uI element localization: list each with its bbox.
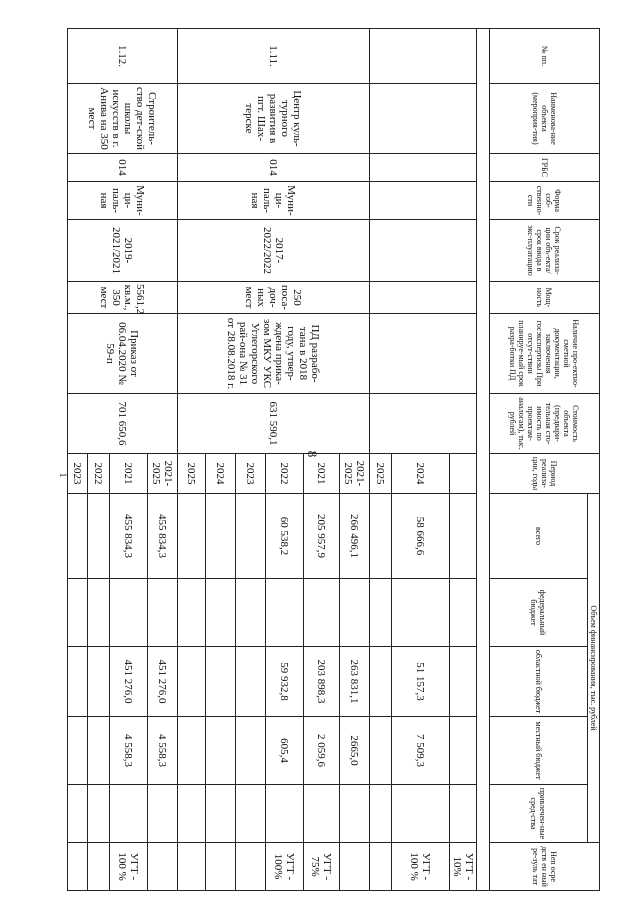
- total-cell: 455 834,3: [148, 494, 178, 579]
- project-docs: Приказ от 06.04.2020 № 59-п: [68, 314, 178, 394]
- responsible-cell: УГТ - 75%: [304, 843, 340, 891]
- responsible-cell: [148, 843, 178, 891]
- federal-cell: [148, 579, 178, 647]
- period-cell: 2023: [236, 454, 266, 494]
- object-name: Строитель-ство дет-ской школы искусств в г. Анива на 350 мест: [68, 84, 178, 154]
- prev-cell: [370, 84, 477, 154]
- prev-cell: [370, 29, 477, 84]
- table-row: [340, 29, 370, 891]
- total-cell: [206, 494, 236, 579]
- margin-mark: 1: [58, 472, 68, 478]
- attracted-cell: [370, 785, 392, 843]
- regional-cell: [178, 647, 206, 717]
- regional-cell: [88, 647, 110, 717]
- regional-cell: 51 157,3: [392, 647, 450, 717]
- regional-cell: 263 831,1: [340, 647, 370, 717]
- total-cell: [450, 494, 477, 579]
- spacer-row: [477, 29, 490, 891]
- local-cell: 4 558,3: [110, 717, 148, 785]
- header-period: Период реализа-ции, годы: [490, 454, 600, 494]
- regional-cell: [236, 647, 266, 717]
- total-cell: [68, 494, 88, 579]
- federal-cell: [88, 579, 110, 647]
- period-cell: 2022: [266, 454, 304, 494]
- period-cell: 2022: [88, 454, 110, 494]
- header-attracted: привлечен-ные сред-ства: [490, 785, 588, 843]
- period-cell: 2024: [206, 454, 236, 494]
- term: 2019-2021/2021: [68, 220, 178, 282]
- regional-cell: 203 898,3: [304, 647, 340, 717]
- regional-cell: [370, 647, 392, 717]
- regional-cell: [68, 647, 88, 717]
- responsible-cell: [236, 843, 266, 891]
- period-cell: 2024: [392, 454, 450, 494]
- total-cell: [88, 494, 110, 579]
- table-row: [450, 29, 477, 891]
- page-number: 8: [305, 450, 320, 458]
- header-grbs: ГРБС: [490, 154, 600, 182]
- capacity: 250 поса-доч-ных мест: [178, 282, 370, 314]
- prev-cell: [370, 282, 477, 314]
- regional-cell: 451 276,0: [110, 647, 148, 717]
- landscape-table-container: [71, 28, 600, 890]
- header-term: Срок реализа-ции объ-екта/срок ввода в экс-плуатацию: [490, 220, 600, 282]
- header-name: Наименова-ние объекта (мероприя-тия): [490, 84, 600, 154]
- federal-cell: [68, 579, 88, 647]
- header-regional: областной бюджет: [490, 647, 588, 717]
- row-number: 1.11.: [178, 29, 370, 84]
- total-cell: 455 834,3: [110, 494, 148, 579]
- header-federal: федеральный бюджет: [490, 579, 588, 647]
- prev-cell: [370, 314, 477, 394]
- regional-cell: [206, 647, 236, 717]
- federal-cell: [266, 579, 304, 647]
- attracted-cell: [178, 785, 206, 843]
- term: 2017-2022/2022: [178, 220, 370, 282]
- federal-cell: [370, 579, 392, 647]
- local-cell: [236, 717, 266, 785]
- attracted-cell: [110, 785, 148, 843]
- attracted-cell: [392, 785, 450, 843]
- federal-cell: [206, 579, 236, 647]
- prev-cell: [370, 394, 477, 454]
- period-cell: 2025: [178, 454, 206, 494]
- local-cell: [68, 717, 88, 785]
- regional-cell: 59 932,8: [266, 647, 304, 717]
- header-financing: Объем финансирования, тыс. рублей: [588, 494, 600, 843]
- responsible-cell: УГТ - 100 %: [392, 843, 450, 891]
- responsible-cell: [370, 843, 392, 891]
- federal-cell: [450, 579, 477, 647]
- total-cell: 266 496,1: [340, 494, 370, 579]
- total-cell: [370, 494, 392, 579]
- header-total: всего: [490, 494, 588, 579]
- row-number: 1.12.: [68, 29, 178, 84]
- local-cell: [88, 717, 110, 785]
- project-docs: ПД разрабо-тана в 2018 году, утвер-ждена прика-зом МКУ УКС Углегорского рай-она № 31 от 28.08.2018 г.: [178, 314, 370, 394]
- ownership-form: Муни-ци-паль-ная: [178, 182, 370, 220]
- total-cell: [178, 494, 206, 579]
- total-cell: 205 957,9: [304, 494, 340, 579]
- local-cell: 605,4: [266, 717, 304, 785]
- total-cell: [236, 494, 266, 579]
- attracted-cell: [304, 785, 340, 843]
- total-cell: 58 666,6: [392, 494, 450, 579]
- responsible-cell: [88, 843, 110, 891]
- local-cell: 2665,0: [340, 717, 370, 785]
- grbs-code: 014: [178, 154, 370, 182]
- local-cell: [370, 717, 392, 785]
- responsible-cell: УГТ - 10%: [450, 843, 477, 891]
- responsible-cell: УГТ - 100 %: [110, 843, 148, 891]
- responsible-cell: УГТ - 100%: [266, 843, 304, 891]
- local-cell: 4 558,3: [148, 717, 178, 785]
- responsible-cell: [178, 843, 206, 891]
- attracted-cell: [450, 785, 477, 843]
- total-cell: 60 538,2: [266, 494, 304, 579]
- federal-cell: [392, 579, 450, 647]
- attracted-cell: [236, 785, 266, 843]
- grbs-code: 014: [68, 154, 178, 182]
- header-local: местный бюджет: [490, 717, 588, 785]
- rotated-page: [71, 28, 600, 890]
- local-cell: [178, 717, 206, 785]
- header-capacity: Мощ-ность: [490, 282, 600, 314]
- prev-cell: [370, 182, 477, 220]
- period-cell: 2021-2025: [340, 454, 370, 494]
- federal-cell: [178, 579, 206, 647]
- attracted-cell: [148, 785, 178, 843]
- period-cell: 2021: [304, 454, 340, 494]
- object-name: Центр куль-турного развития в пгт. Шах-терске: [178, 84, 370, 154]
- header-docs: Наличие про-ектно-сметной документации, заключения госэкспертизы При отсут-ствии планируе-мый срок разра-ботки ПД: [490, 314, 600, 394]
- capacity: 5561,2 кв.м., 350 мест: [68, 282, 178, 314]
- local-cell: 2 059,6: [304, 717, 340, 785]
- object-cost: 631 590,1: [178, 394, 370, 454]
- attracted-cell: [88, 785, 110, 843]
- federal-cell: [110, 579, 148, 647]
- period-cell: 2021-2025: [148, 454, 178, 494]
- local-cell: 7 509,3: [392, 717, 450, 785]
- financing-table: [67, 28, 600, 891]
- period-cell: [450, 454, 477, 494]
- responsible-cell: [68, 843, 88, 891]
- prev-cell: [370, 154, 477, 182]
- header-form: Форма соб-ственно-сти: [490, 182, 600, 220]
- table-row: [148, 29, 178, 891]
- period-cell: 2025: [370, 454, 392, 494]
- prev-cell: [370, 220, 477, 282]
- federal-cell: [236, 579, 266, 647]
- ownership-form: Муни-ци-паль-ная: [68, 182, 178, 220]
- federal-cell: [340, 579, 370, 647]
- header-responsible: Неп осре дств ен ный ре-зуль тат: [490, 843, 600, 891]
- header-num: № пп.: [490, 29, 600, 84]
- local-cell: [450, 717, 477, 785]
- attracted-cell: [206, 785, 236, 843]
- period-cell: 2021: [110, 454, 148, 494]
- object-cost: 701 650,6: [68, 394, 178, 454]
- attracted-cell: [266, 785, 304, 843]
- responsible-cell: [340, 843, 370, 891]
- header-cost: Стоимость объекта (предвари-тельная сто-имость по проектам-аналогам), тыс. рублей: [490, 394, 600, 454]
- period-cell: 2023: [68, 454, 88, 494]
- regional-cell: 451 276,0: [148, 647, 178, 717]
- attracted-cell: [340, 785, 370, 843]
- responsible-cell: [206, 843, 236, 891]
- local-cell: [206, 717, 236, 785]
- federal-cell: [304, 579, 340, 647]
- regional-cell: [450, 647, 477, 717]
- attracted-cell: [68, 785, 88, 843]
